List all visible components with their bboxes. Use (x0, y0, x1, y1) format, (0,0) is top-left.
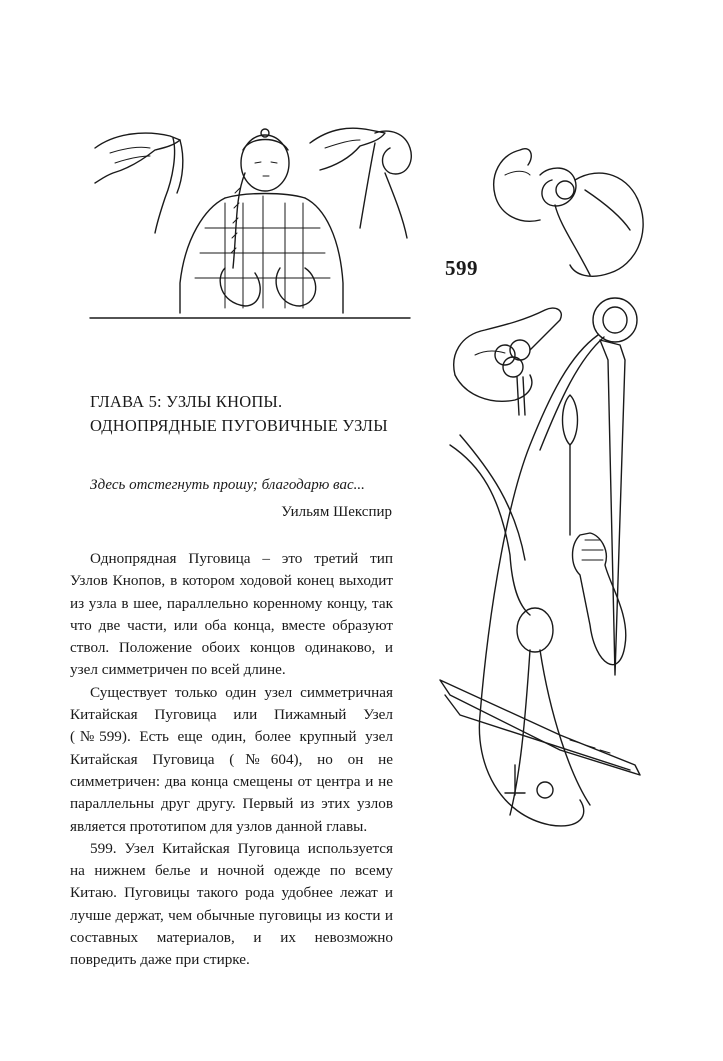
paragraph: Однопрядная Пуговица – это третий тип Узлов Кнопов, в котором ходовой конец выходит из узла в шее, параллельно коренному концу, так что две части, или оба конца, вместе образуют ствол. Положение обоих концов одинаково, и узел симметричен по всей длине. (70, 550, 393, 679)
illustration-tools (420, 295, 660, 845)
figure-number: 599 (445, 256, 478, 280)
body-text (70, 548, 393, 972)
illustration-man-tying-knot (85, 118, 425, 328)
illustration-hand-forming-knot (480, 135, 660, 285)
paragraph: Существует только один узел симметричная Китайская Пуговица или Пижамный Узел (№599). Есть еще один, более крупный узел Китайская Пуговица (№604), но он не симметричен: два конца смещены от центра и не параллельны друг другу. Первый из этих узлов является прототипом для узлов данной главы. (70, 683, 393, 835)
epigraph-quote: Здесь отстегнуть прошу; благодарю вас... (90, 477, 365, 493)
chapter-title-line-2: ОДНОПРЯДНЫЕ ПУГОВИЧНЫЕ УЗЛЫ (90, 416, 388, 435)
paragraph: 599. Узел Китайская Пуговица используется на нижнем белье и ночной одежде по всему Китаю. Пуговицы такого рода удобнее лежат и лучше держат, чем обычные пуговицы из кости и составных материалов, и их невозможно повредить даже при стирке. (70, 839, 393, 969)
chapter-title (90, 390, 420, 438)
epigraph-author: Уильям Шекспир (281, 504, 392, 520)
chapter-title-line-1: ГЛАВА 5: УЗЛЫ КНОПЫ. (90, 392, 283, 411)
